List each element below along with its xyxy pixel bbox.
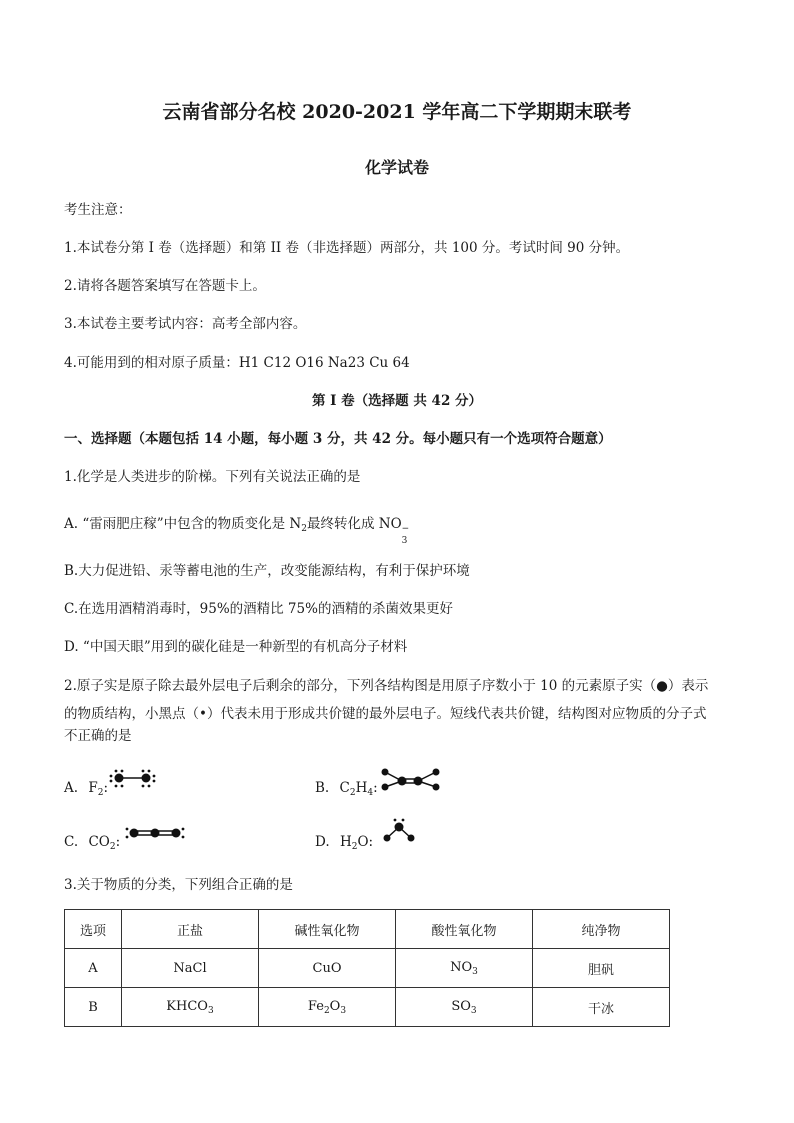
- question-1-option-a: [64, 515, 410, 546]
- table-cell: $SO_3$: [396, 988, 533, 1027]
- table-cell: 干冰: [533, 988, 670, 1027]
- table-cell: 胆矾: [533, 949, 670, 988]
- table-header: 碱性氧化物: [259, 910, 396, 949]
- table-cell: $NO_3$: [396, 949, 533, 988]
- option-a-text: A. “雷雨肥庄稼”中包含的物质变化是 N: [64, 516, 302, 532]
- table-header-row: [65, 910, 670, 949]
- question-2-line-2: 的物质结构，小黑点（•）代表未用于形成共价键的最外层电子。短线代表共价键，结构图对应物质的分子式: [64, 706, 707, 722]
- nitrate-charge: −: [401, 524, 410, 534]
- table-header: 选项: [65, 910, 122, 949]
- classification-table: [64, 909, 670, 1027]
- part1-heading: 第 I 卷（选择题 共 42 分）: [311, 393, 483, 409]
- question-2-line-1: 2.原子实是原子除去最外层电子后剩余的部分，下列各结构图是用原子序数小于 10 的元素原子实（●）表示: [64, 678, 709, 694]
- question-2-option-b: B. $C_2H_4$:: [315, 780, 378, 798]
- notice-item-3: 3.本试卷主要考试内容：高考全部内容。: [64, 316, 307, 332]
- table-header: 纯净物: [533, 910, 670, 949]
- notice-heading: 考生注意：: [64, 202, 132, 218]
- h2o-structure-diagram: [382, 817, 416, 845]
- table-row: [65, 988, 670, 1027]
- table-cell: NaCl: [122, 949, 259, 988]
- question-3-stem: 3.关于物质的分类，下列组合正确的是: [64, 877, 293, 893]
- table-cell: B: [65, 988, 122, 1027]
- option-a-text-mid: 最终转化成 NO: [306, 516, 402, 532]
- table-cell: A: [65, 949, 122, 988]
- nitrate-subscript: 3: [401, 536, 408, 546]
- notice-item-1: 1.本试卷分第 I 卷（选择题）和第 II 卷（非选择题）两部分，共 100 分。考试时间 90 分钟。: [64, 240, 630, 256]
- question-1-option-c: C.在选用酒精消毒时，95%的酒精比 75%的酒精的杀菌效果更好: [64, 601, 453, 617]
- table-header: 酸性氧化物: [396, 910, 533, 949]
- question-2-line-3: 不正确的是: [64, 728, 132, 744]
- question-2-option-d: D. $H_2O$:: [315, 834, 374, 852]
- question-2-option-a: A. $F_2$:: [64, 780, 109, 798]
- exam-title: 云南省部分名校 2020-2021 学年高二下学期期末联考: [162, 101, 632, 123]
- table-row: [65, 949, 670, 988]
- exam-subtitle: 化学试卷: [364, 158, 429, 177]
- n2-subscript: 2: [301, 524, 307, 534]
- f2-structure-diagram: [108, 768, 158, 792]
- table-cell: $KHCO_3$: [122, 988, 259, 1027]
- question-1-option-d: D. “中国天眼”用到的碳化硅是一种新型的有机高分子材料: [64, 639, 408, 655]
- table-header: 正盐: [122, 910, 259, 949]
- section-heading: 一、选择题（本题包括 14 小题，每小题 3 分，共 42 分。每小题只有一个选项符合题意）: [64, 431, 612, 447]
- notice-item-2: 2.请将各题答案填写在答题卡上。: [64, 278, 266, 294]
- c2h4-structure-diagram: [380, 765, 442, 793]
- co2-structure-diagram: [125, 822, 185, 844]
- table-cell: CuO: [259, 949, 396, 988]
- question-1-stem: 1.化学是人类进步的阶梯。下列有关说法正确的是: [64, 469, 361, 485]
- notice-item-4: 4.可能用到的相对原子质量：H1 C12 O16 Na23 Cu 64: [64, 355, 410, 371]
- question-1-option-b: B.大力促进铅、汞等蓄电池的生产，改变能源结构，有利于保护环境: [64, 563, 470, 579]
- question-2-option-c: C. $CO_2$:: [64, 834, 121, 852]
- table-cell: $Fe_2O_3$: [259, 988, 396, 1027]
